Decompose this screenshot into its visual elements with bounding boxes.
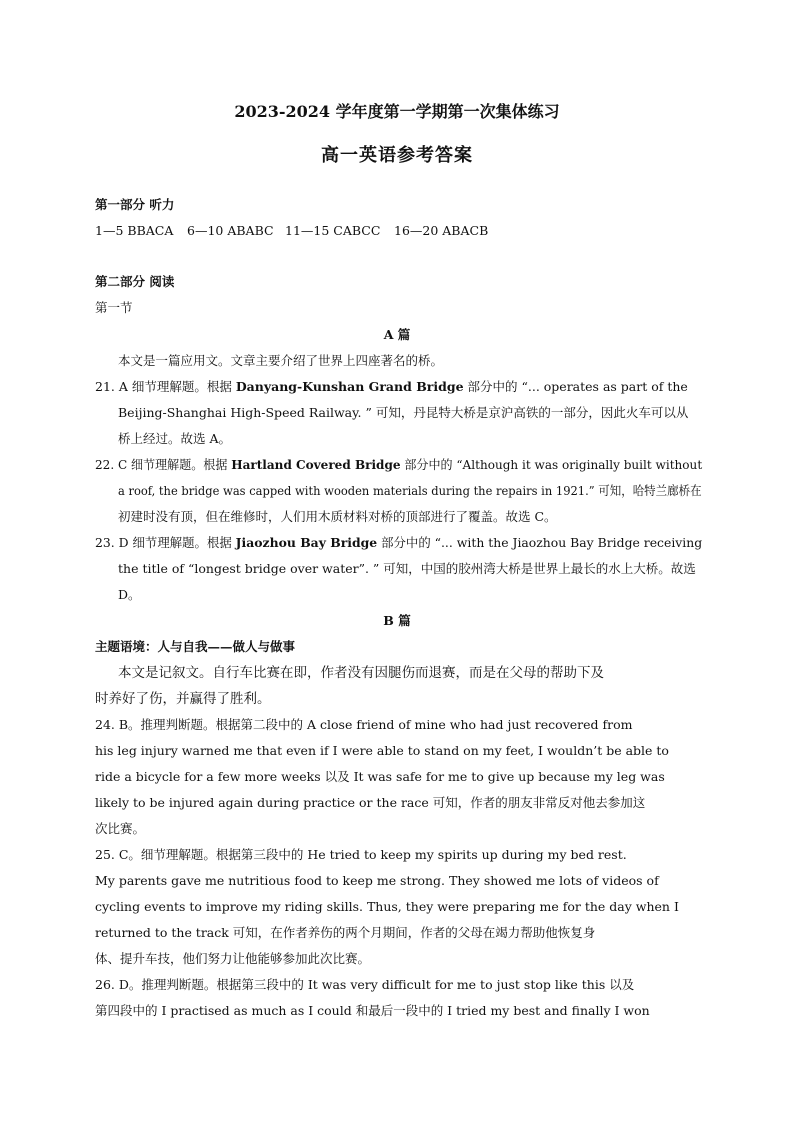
q24-line-2: his leg injury warned me that even if I were able to stand on my feet, I wouldn’t be able to bbox=[95, 743, 669, 758]
document-subtitle: 高一英语参考答案 bbox=[321, 145, 473, 166]
q23-line-1: 23. D 细节理解题。根据 Jiaozhou Bay Bridge 部分中的 “... with the Jiaozhou Bay Bridge receiving bbox=[95, 535, 703, 550]
q26-line-2: 第四段中的 I practised as much as I could 和最后一段中的 I tried my best and finally I won bbox=[95, 1003, 650, 1018]
passage-a-intro: 本文是一篇应用文。文章主要介绍了世界上四座著名的桥。 bbox=[118, 353, 444, 368]
part2-heading: 第二部分 阅读 bbox=[95, 274, 175, 289]
q22-line-1: 22. C 细节理解题。根据 Hartland Covered Bridge 部分中的 “Although it was originally built without bbox=[95, 457, 703, 472]
q25-line-1: 25. C。细节理解题。根据第三段中的 He tried to keep my spirits up during my bed rest. bbox=[95, 847, 627, 862]
listening-answer-1: 1—5 BBACA bbox=[95, 223, 174, 238]
section-heading: 第一节 bbox=[95, 300, 133, 315]
q25-line-2: My parents gave me nutritious food to keep me strong. They showed me lots of videos of bbox=[95, 873, 659, 888]
q22-line-3: 初建时没有顶，但在维修时，人们用木质材料对桥的顶部进行了覆盖。故选 C。 bbox=[118, 509, 557, 524]
q25-line-5: 体、提升车技，他们努力让他能够参加此次比赛。 bbox=[95, 951, 371, 966]
listening-answers bbox=[95, 222, 488, 240]
q25-line-3: cycling events to improve my riding skills. Thus, they were preparing me for the day when I bbox=[95, 899, 679, 914]
passage-b-intro-2: 时养好了伤，并赢得了胜利。 bbox=[95, 691, 271, 707]
passage-b-title: B 篇 bbox=[383, 613, 411, 628]
q26-line-1: 26. D。推理判断题。根据第三段中的 It was very difficult for me to just stop like this 以及 bbox=[95, 977, 635, 992]
q24-line-5: 次比赛。 bbox=[95, 821, 146, 836]
listening-answer-2: 6—10 ABABC bbox=[187, 223, 274, 238]
q21-line-1: 21. A 细节理解题。根据 Danyang-Kunshan Grand Bridge 部分中的 “... operates as part of the bbox=[95, 379, 688, 394]
q25-line-4: returned to the track 可知，在作者养伤的两个月期间，作者的父母在竭力帮助他恢复身 bbox=[95, 925, 596, 940]
q21-line-2: Beijing-Shanghai High-Speed Railway. ” 可知，丹昆特大桥是京沪高铁的一部分，因此火车可以从 bbox=[118, 405, 689, 420]
listening-answer-3: 11—15 CABCC bbox=[285, 223, 381, 238]
q23-line-2: the title of “longest bridge over water”. ” 可知，中国的胶州湾大桥是世界上最长的水上大桥。故选 bbox=[118, 561, 696, 576]
q23-line-3: D。 bbox=[118, 587, 141, 602]
q24-line-3: ride a bicycle for a few more weeks 以及 It was safe for me to give up because my leg was bbox=[95, 769, 665, 784]
q24-line-4: likely to be injured again during practice or the race 可知，作者的朋友非常反对他去参加这 bbox=[95, 795, 646, 810]
document-title: 2023-2024 学年度第一学期第一次集体练习 bbox=[234, 102, 560, 121]
passage-b-theme: 主题语境：人与自我——做人与做事 bbox=[95, 639, 296, 654]
part1-heading: 第一部分 听力 bbox=[95, 197, 175, 212]
q24-line-1: 24. B。推理判断题。根据第二段中的 A close friend of mine who had just recovered from bbox=[95, 717, 633, 732]
listening-answer-4: 16—20 ABACB bbox=[394, 223, 489, 238]
q21-line-3: 桥上经过。故选 A。 bbox=[118, 431, 232, 446]
passage-b-intro-1: 本文是记叙文。自行车比赛在即，作者没有因腿伤而退赛，而是在父母的帮助下及 bbox=[118, 665, 604, 681]
passage-a-title: A 篇 bbox=[383, 327, 411, 342]
q22-line-2: a roof, the bridge was capped with wooden materials during the repairs in 1921.” 可知，哈特兰廊桥在 bbox=[118, 483, 702, 498]
